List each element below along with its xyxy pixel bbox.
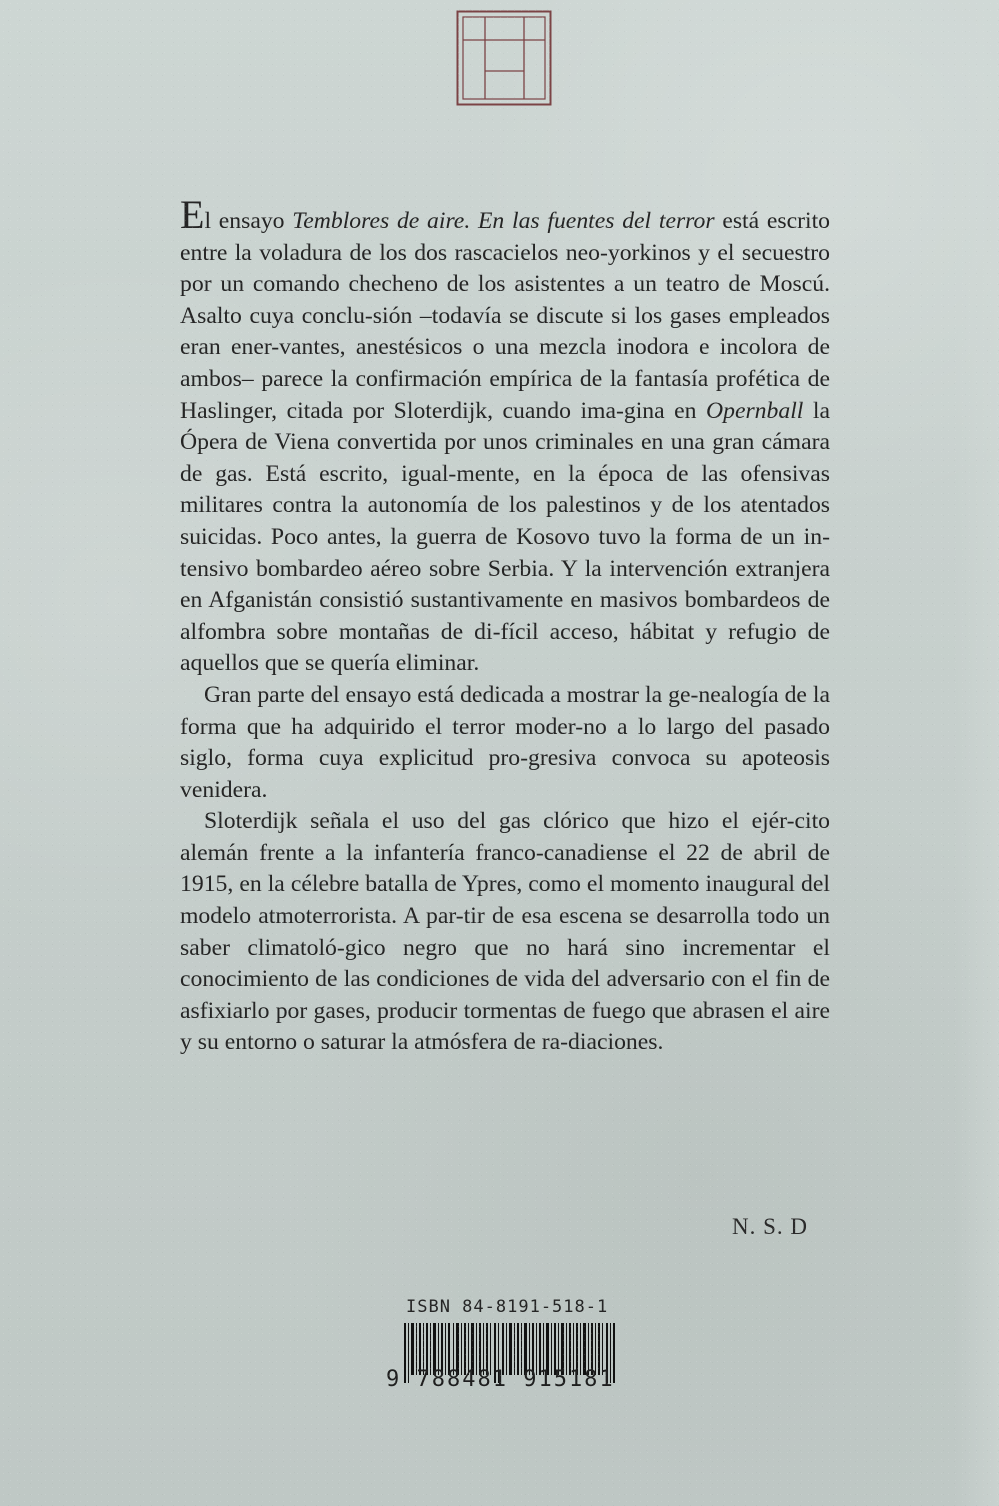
paragraph-1 (180, 192, 831, 680)
isbn-text: ISBN 84-8191-518-1 (406, 1297, 609, 1317)
paragraph-2: Gran parte del ensayo está dedicada a mostrar la ge-nealogía de la forma que ha adquirido el terror moder-no a lo largo del pasado siglo, forma cuya explicitud pro-gresiva convoca su apoteosis venidera. (180, 681, 830, 803)
paragraph-3: Sloterdijk señala el uso del gas clórico que hizo el ejér-cito alemán frente a la infantería franco-canadiense el 22 de abril de 1915, en la célebre batalla de Ypres, como el momento inaugural del modelo atmoterrorista. A par-tir de esa escena se desarrolla todo un saber climatoló-gico negro que no hará sino incrementar el conocimiento de las condiciones de vida del adversario con el fin de asfixiarlo por gases, producir tormentas de fuego que abrasen el aire y su entorno o saturar la atmósfera de ra-diaciones. (180, 808, 830, 1056)
drop-cap: E (180, 192, 205, 237)
paragraph-1-text-a: está escrito entre la voladura de los dos rascacielos neo-yorkinos y el secuestro por un comando checheno de los asistentes a un teatro de Moscú. Asalto cuya conclu-sión –todavía se discute si los gases empleados eran ener-vantes, anestésicos o una mezcla inodora e incolora de ambos– parece la confirmación empírica de la fantasía profética de Haslinger, citada por Sloterdijk, cuando ima-gina en (180, 208, 831, 424)
book-title: Temblores de aire. En las fuentes del terror (292, 208, 715, 234)
paragraph-1-intro: l ensayo (204, 208, 293, 234)
opera-title: Opernball (706, 397, 804, 424)
barcode (386, 1323, 616, 1393)
publisher-monogram-icon (456, 10, 552, 106)
back-cover-text (180, 192, 831, 1059)
page-edge-shadow (955, 0, 999, 1506)
signature: N. S. D (731, 1214, 808, 1239)
paragraph-1-text-b: la Ópera de Viena convertida por unos criminales en una gran cámara de gas. Está escrito, igual-mente, en la época de las ofensivas militares contra la autonomía de los palestinos y de los atentados suicidas. Poco antes, la guerra de Kosovo tuvo la forma de un in-tensivo bombardeo aéreo sobre Serbia. Y la intervención extranjera en Afganistán consistió sustantivamente en masivos bombardeos de alfombra sobre montañas de di-fícil acceso, hábitat y refugio de aquellos que se quería eliminar. (180, 397, 830, 677)
barcode-number: 9 788481 915181 (386, 1367, 615, 1392)
